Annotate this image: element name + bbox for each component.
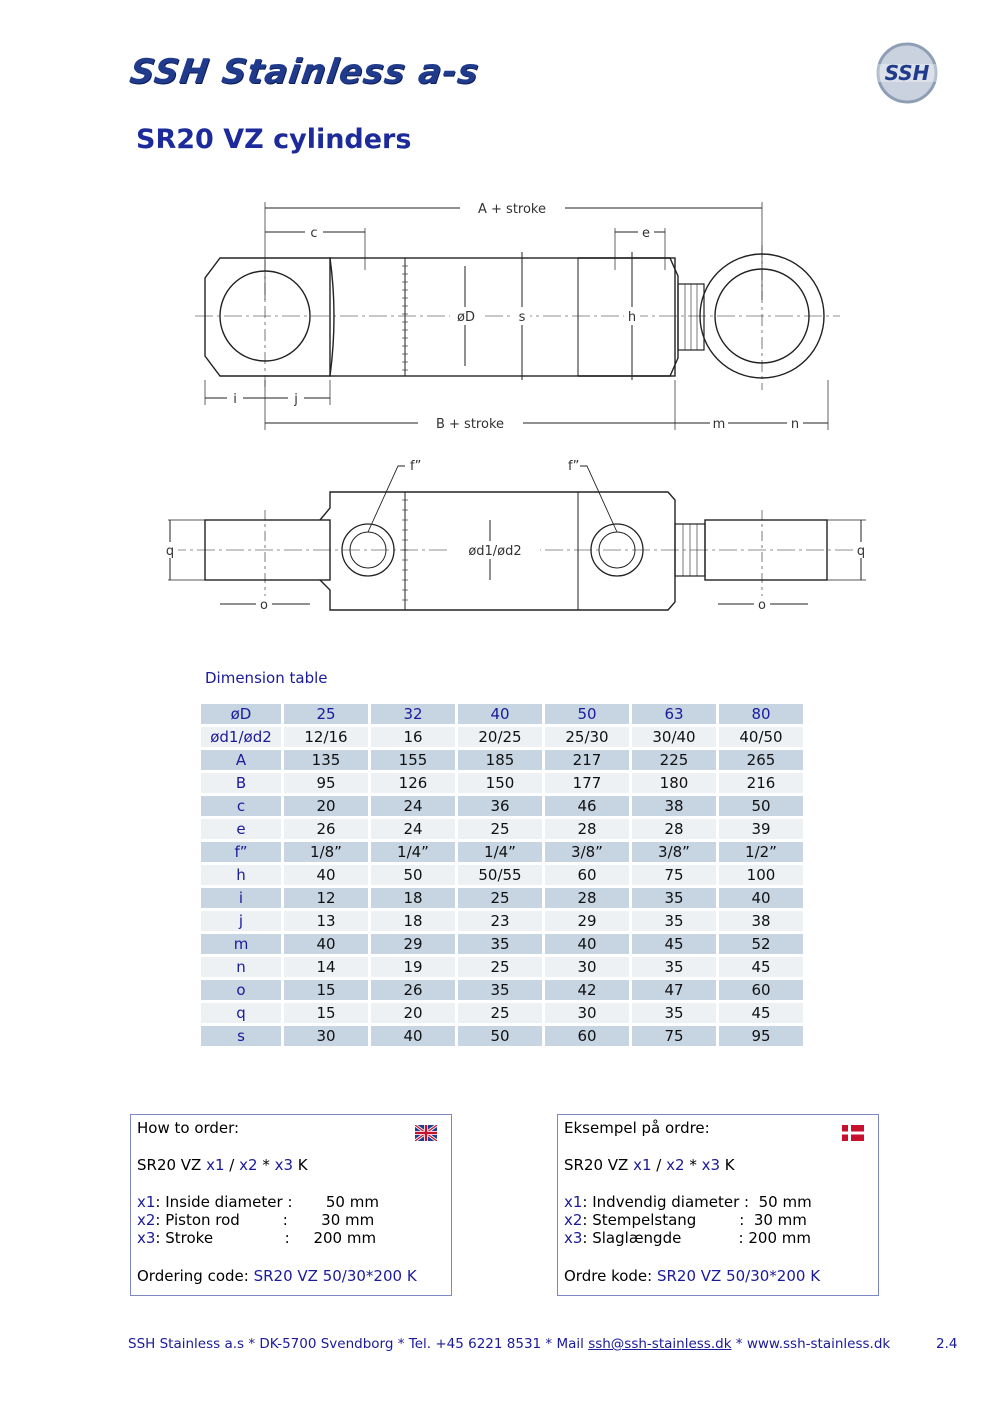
page-number: 2.4 bbox=[936, 1336, 958, 1352]
order-pattern: SR20 VZ x1 / x2 * x3 K bbox=[564, 1156, 735, 1174]
table-cell: 25 bbox=[458, 957, 542, 977]
table-cell: 225 bbox=[632, 750, 716, 770]
table-cell: 40 bbox=[371, 1026, 455, 1046]
order-heading: How to order: bbox=[137, 1119, 240, 1137]
table-cell: 29 bbox=[371, 934, 455, 954]
table-cell: 95 bbox=[719, 1026, 803, 1046]
table-cell: 39 bbox=[719, 819, 803, 839]
table-cell: 50 bbox=[371, 865, 455, 885]
table-cell: 25 bbox=[458, 888, 542, 908]
side-view bbox=[162, 459, 869, 615]
table-cell: 217 bbox=[545, 750, 629, 770]
label-c: c bbox=[310, 226, 318, 241]
table-cell: 38 bbox=[632, 796, 716, 816]
logo-text: SSH bbox=[884, 61, 930, 85]
table-cell: 30/40 bbox=[632, 727, 716, 747]
table-cell: 13 bbox=[284, 911, 368, 931]
table-cell: 35 bbox=[458, 934, 542, 954]
table-cell: 29 bbox=[545, 911, 629, 931]
table-cell: 60 bbox=[719, 980, 803, 1000]
label-s: s bbox=[518, 310, 526, 325]
table-cell: 18 bbox=[371, 911, 455, 931]
order-line-x1: x1: Indvendig diameter : 50 mm bbox=[564, 1193, 812, 1211]
table-cell: 35 bbox=[632, 888, 716, 908]
page-title: SR20 VZ cylinders bbox=[136, 124, 412, 155]
cylinder-drawing bbox=[150, 190, 870, 630]
table-cell: 35 bbox=[632, 957, 716, 977]
table-cell: 40/50 bbox=[719, 727, 803, 747]
dimension-table bbox=[198, 701, 806, 1049]
label-h: h bbox=[627, 310, 637, 325]
row-label: f” bbox=[201, 842, 281, 862]
table-cell: 28 bbox=[545, 888, 629, 908]
table-cell: 25 bbox=[458, 819, 542, 839]
table-cell: 20 bbox=[284, 796, 368, 816]
row-label: c bbox=[201, 796, 281, 816]
table-cell: 100 bbox=[719, 865, 803, 885]
table-row bbox=[201, 934, 803, 954]
table-cell: 1/4” bbox=[458, 842, 542, 862]
table-cell: 1/2” bbox=[719, 842, 803, 862]
label-n: n bbox=[790, 417, 800, 432]
row-label: q bbox=[201, 1003, 281, 1023]
table-row bbox=[201, 727, 803, 747]
table-cell: 45 bbox=[632, 934, 716, 954]
table-cell: 155 bbox=[371, 750, 455, 770]
table-header-row bbox=[201, 704, 803, 724]
row-label: øD bbox=[201, 704, 281, 724]
table-cell: 40 bbox=[284, 865, 368, 885]
table-cell: 28 bbox=[632, 819, 716, 839]
table-cell: 25 bbox=[458, 1003, 542, 1023]
table-cell: 30 bbox=[284, 1026, 368, 1046]
table-cell: 95 bbox=[284, 773, 368, 793]
label-o-right: o bbox=[758, 598, 766, 613]
table-cell: 24 bbox=[371, 819, 455, 839]
label-f-right: f” bbox=[568, 459, 580, 474]
table-cell: 265 bbox=[719, 750, 803, 770]
table-cell: 30 bbox=[545, 957, 629, 977]
table-cell: 216 bbox=[719, 773, 803, 793]
table-cell: 15 bbox=[284, 1003, 368, 1023]
table-cell: 38 bbox=[719, 911, 803, 931]
table-cell: 50 bbox=[458, 1026, 542, 1046]
top-view bbox=[195, 198, 840, 432]
table-cell: 26 bbox=[284, 819, 368, 839]
email-link[interactable]: ssh@ssh-stainless.dk bbox=[588, 1336, 732, 1352]
table-cell: 63 bbox=[632, 704, 716, 724]
label-m: m bbox=[712, 417, 726, 432]
table-cell: 45 bbox=[719, 957, 803, 977]
order-line-x3: x3: Stroke : 200 mm bbox=[137, 1229, 377, 1247]
table-cell: 42 bbox=[545, 980, 629, 1000]
label-i: i bbox=[233, 392, 237, 407]
table-cell: 1/4” bbox=[371, 842, 455, 862]
table-cell: 30 bbox=[545, 1003, 629, 1023]
label-q-right: q bbox=[856, 544, 866, 559]
table-row bbox=[201, 819, 803, 839]
table-cell: 50/55 bbox=[458, 865, 542, 885]
ordering-code: Ordering code: SR20 VZ 50/30*200 K bbox=[137, 1267, 417, 1285]
table-cell: 35 bbox=[632, 1003, 716, 1023]
table-cell: 25 bbox=[284, 704, 368, 724]
uk-flag-icon bbox=[415, 1125, 437, 1141]
order-line-x3: x3: Slaglængde : 200 mm bbox=[564, 1229, 811, 1247]
label-o-left: o bbox=[260, 598, 268, 613]
table-cell: 60 bbox=[545, 1026, 629, 1046]
table-cell: 40 bbox=[545, 934, 629, 954]
table-cell: 26 bbox=[371, 980, 455, 1000]
table-cell: 52 bbox=[719, 934, 803, 954]
table-cell: 14 bbox=[284, 957, 368, 977]
table-cell: 32 bbox=[371, 704, 455, 724]
table-cell: 12 bbox=[284, 888, 368, 908]
brand-wordmark: SSH Stainless a-s bbox=[127, 52, 482, 92]
row-label: ød1/ød2 bbox=[201, 727, 281, 747]
table-cell: 80 bbox=[719, 704, 803, 724]
table-cell: 150 bbox=[458, 773, 542, 793]
table-row bbox=[201, 980, 803, 1000]
label-e: e bbox=[642, 226, 650, 241]
table-cell: 24 bbox=[371, 796, 455, 816]
table-cell: 15 bbox=[284, 980, 368, 1000]
label-d1d2: ød1/ød2 bbox=[468, 544, 522, 559]
table-cell: 177 bbox=[545, 773, 629, 793]
table-cell: 23 bbox=[458, 911, 542, 931]
footer-contact: SSH Stainless a.s * DK-5700 Svendborg * Tel. +45 6221 8531 * Mail ssh@ssh-stainless.dk * www.ssh-stainless.dk bbox=[128, 1336, 891, 1352]
table-cell: 36 bbox=[458, 796, 542, 816]
table-cell: 75 bbox=[632, 1026, 716, 1046]
ssh-logo bbox=[868, 42, 946, 104]
row-label: j bbox=[201, 911, 281, 931]
table-row bbox=[201, 750, 803, 770]
dk-flag-icon bbox=[842, 1125, 864, 1141]
row-label: n bbox=[201, 957, 281, 977]
table-cell: 60 bbox=[545, 865, 629, 885]
table-cell: 50 bbox=[719, 796, 803, 816]
label-a-stroke: A + stroke bbox=[478, 202, 546, 217]
table-cell: 3/8” bbox=[545, 842, 629, 862]
table-cell: 47 bbox=[632, 980, 716, 1000]
dimension-table-title: Dimension table bbox=[205, 669, 328, 687]
row-label: h bbox=[201, 865, 281, 885]
table-row bbox=[201, 1003, 803, 1023]
label-q-left: q bbox=[165, 544, 175, 559]
table-cell: 50 bbox=[545, 704, 629, 724]
row-label: B bbox=[201, 773, 281, 793]
order-box-danish bbox=[557, 1114, 879, 1296]
table-cell: 12/16 bbox=[284, 727, 368, 747]
table-cell: 126 bbox=[371, 773, 455, 793]
order-heading: Eksempel på ordre: bbox=[564, 1119, 710, 1137]
row-label: A bbox=[201, 750, 281, 770]
row-label: m bbox=[201, 934, 281, 954]
label-j: j bbox=[294, 392, 298, 407]
label-b-stroke: B + stroke bbox=[435, 417, 505, 432]
order-line-x2: x2: Piston rod : 30 mm bbox=[137, 1211, 375, 1229]
label-f-left: f” bbox=[410, 459, 422, 474]
table-cell: 18 bbox=[371, 888, 455, 908]
order-line-x2: x2: Stempelstang : 30 mm bbox=[564, 1211, 807, 1229]
table-row bbox=[201, 796, 803, 816]
row-label: s bbox=[201, 1026, 281, 1046]
table-cell: 35 bbox=[458, 980, 542, 1000]
table-cell: 16 bbox=[371, 727, 455, 747]
table-row bbox=[201, 842, 803, 862]
table-row bbox=[201, 911, 803, 931]
table-cell: 1/8” bbox=[284, 842, 368, 862]
table-cell: 45 bbox=[719, 1003, 803, 1023]
table-cell: 185 bbox=[458, 750, 542, 770]
table-cell: 3/8” bbox=[632, 842, 716, 862]
ordering-code: Ordre kode: SR20 VZ 50/30*200 K bbox=[564, 1267, 821, 1285]
table-cell: 180 bbox=[632, 773, 716, 793]
order-line-x1: x1: Inside diameter : 50 mm bbox=[137, 1193, 379, 1211]
row-label: i bbox=[201, 888, 281, 908]
table-cell: 25/30 bbox=[545, 727, 629, 747]
table-cell: 20 bbox=[371, 1003, 455, 1023]
table-cell: 35 bbox=[632, 911, 716, 931]
table-cell: 46 bbox=[545, 796, 629, 816]
row-label: o bbox=[201, 980, 281, 1000]
table-cell: 20/25 bbox=[458, 727, 542, 747]
table-row bbox=[201, 865, 803, 885]
table-cell: 28 bbox=[545, 819, 629, 839]
row-label: e bbox=[201, 819, 281, 839]
label-od: øD bbox=[457, 310, 475, 325]
table-cell: 19 bbox=[371, 957, 455, 977]
table-cell: 40 bbox=[458, 704, 542, 724]
table-cell: 40 bbox=[719, 888, 803, 908]
order-box-english bbox=[130, 1114, 452, 1296]
table-row bbox=[201, 888, 803, 908]
table-cell: 40 bbox=[284, 934, 368, 954]
table-cell: 135 bbox=[284, 750, 368, 770]
table-row bbox=[201, 957, 803, 977]
order-pattern: SR20 VZ x1 / x2 * x3 K bbox=[137, 1156, 308, 1174]
table-row bbox=[201, 773, 803, 793]
table-row bbox=[201, 1026, 803, 1046]
table-cell: 75 bbox=[632, 865, 716, 885]
